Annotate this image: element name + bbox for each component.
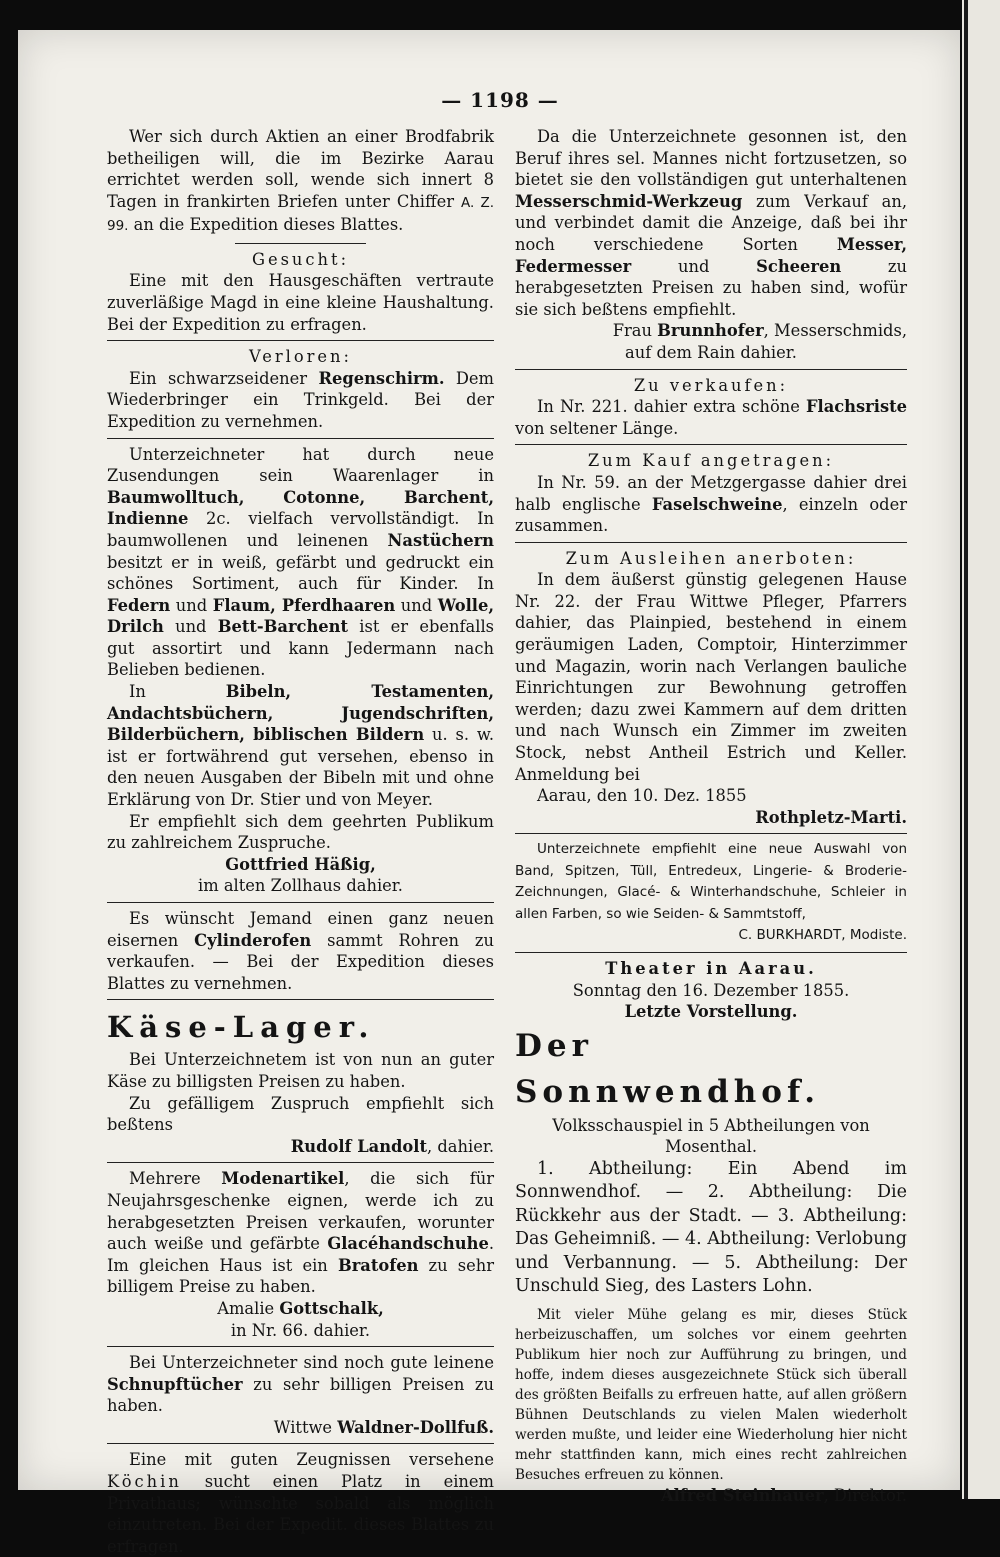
text-span: , einzeln oder zusammen.	[515, 494, 907, 536]
ad-modenartikel	[107, 1168, 494, 1341]
text-span: Da die Unterzeichnete gesonnen ist, den Beruf ihres sel. Mannes nicht fortzusetzen, so bietet sie den vollständigen gut unterhaltenen	[515, 127, 907, 190]
page-gutter-line	[964, 0, 968, 1499]
item-name: Messerschmid-Werkzeug	[515, 191, 743, 211]
signature-line	[515, 320, 907, 342]
text-span: zu sehr billigem Preise zu haben.	[107, 1255, 494, 1297]
text-span: zu herabgesetzten Preisen zu haben sind, wofür sie sich beßtens empfiehlt.	[515, 256, 907, 319]
ad-text: Mit vieler Mühe gelang es mir, dieses Stück herbeizuschaffen, um solches vor einem geehrten Publikum hier noch zur Aufführung zu bringen, und hoffe, indem dieses ausgezeichnete Stück sich überall des größten Beifalls zu erfreuen hatte, auf allen größern Bühnen Deutschlands zu vielen Malen wiederholt werden mußte, und leider eine Wiederholung hier nicht mehr stattfinden kann, mich eines recht zahlreichen Besuches erfreuen zu können.	[515, 1306, 907, 1483]
divider	[515, 952, 907, 953]
ad-cylinderofen	[107, 908, 494, 994]
text-span: , Direktor.	[823, 1485, 907, 1505]
signature: Alfred Steinhauer	[660, 1485, 824, 1505]
ad-heading: Gesucht:	[251, 249, 350, 269]
item-name: Modenartikel	[221, 1169, 345, 1189]
text-span: an die Expedition dieses Blattes.	[128, 215, 404, 235]
signature-line	[107, 1136, 494, 1158]
ad-date: Aarau, den 10. Dez. 1855	[537, 786, 747, 806]
signature: Gottfried Häßig,	[225, 854, 376, 874]
play-acts: 1. Abtheilung: Ein Abend im Sonnwendhof. — 2. Abtheilung: Die Rückkehr aus der Stadt. — 3. Abtheilung: Das Geheimniß. — 4. Abtheilung: Verlobung und Verbannung. — 5. Abtheilung: Der Unschuld Sieg, des Lasters Lohn.	[515, 1158, 907, 1297]
ad-messerschmid	[515, 126, 907, 364]
ad-text	[107, 444, 494, 682]
ad-text: In dem äußerst günstig gelegenen Hause Nr. 22. der Frau Wittwe Pfleger, Pfarrers dahier, das Plainpied, bestehend in einem geräumigen Laden, Comptoir, Hinterzimmer und Magazin, worin nach Verlangen bauliche Einrichtungen zur Bewohnung getroffen werden; dazu zwei Kammern auf dem dritten und nach Wunsch ein Zimmer im zweiten Stock, nebst Antheil Estrich und Keller. Anmeldung bei	[515, 570, 907, 784]
item-name: Cylinderofen	[194, 930, 312, 950]
ad-heading: Zum Kauf angetragen:	[587, 451, 835, 471]
divider	[235, 243, 367, 244]
item-name: Flaum, Pferdhaaren	[212, 595, 396, 615]
ad-title: Käse-Lager.	[107, 1010, 376, 1045]
ad-verloren	[107, 346, 494, 432]
address: im alten Zollhaus dahier.	[198, 876, 403, 896]
ad-kaese-lager	[107, 1005, 494, 1157]
text-span: In Nr. 221. dahier extra schöne	[537, 397, 806, 417]
ad-text	[107, 368, 494, 433]
ad-waarenlager	[107, 444, 494, 897]
ad-text: Er empfiehlt sich dem geehrten Publikum zu zahlreichem Zuspruche.	[107, 811, 494, 853]
ad-text	[107, 1449, 494, 1557]
text-span: Eine mit guten Zeugnissen versehene	[129, 1450, 494, 1470]
item-name: Federn	[107, 595, 171, 615]
item-name: Wolle, Drilch	[107, 595, 494, 637]
page-number: — 1198 —	[441, 88, 559, 112]
item-name: Schnupftücher	[107, 1374, 243, 1394]
signature: C. BURKHARDT, Modiste.	[738, 927, 907, 944]
signature: Rudolf Landolt	[290, 1136, 428, 1156]
item-name: Baumwolltuch, Cotonne, Barchent, Indienne	[107, 487, 494, 529]
ad-text: Eine mit den Hausgeschäften vertraute zuverläßige Magd in eine kleine Haushaltung. Bei der Expedition zu erfragen.	[107, 271, 494, 334]
ad-heading: Zum Ausleihen anerboten:	[565, 548, 857, 568]
item-name: Faselschweine	[651, 494, 783, 514]
ad-text: Zu gefälligem Zuspruch empfiehlt sich beßtens	[107, 1093, 494, 1135]
ad-text	[107, 1168, 494, 1298]
address: in Nr. 66. dahier.	[230, 1320, 371, 1340]
text-span: Mehrere	[129, 1169, 222, 1189]
text-span: sucht einen Platz in einem Privathaus; wünschte sobald als möglich einzutreten. Bei der Expedit. dieses Blattes zu erfragen.	[107, 1472, 494, 1556]
text-span: zu sehr billigen Preisen zu haben.	[107, 1374, 494, 1416]
text-span: Unterzeichneter hat durch neue Zusendungen sein Waarenlager in	[107, 444, 494, 486]
ad-zu-verkaufen	[515, 375, 907, 440]
ad-text	[107, 1352, 494, 1417]
theater-date: Sonntag den 16. Dezember 1855.	[572, 980, 850, 1000]
text-span: besitzt er in weiß, gefärbt und gedruckt ein schönes Sortiment, auch für Kinder. In	[107, 552, 494, 594]
text-span: , die sich für Neujahrsgeschenke eignen, werde ich zu herabgesetzten Preisen verkaufen, worunter auch weiße und gefärbte	[107, 1169, 494, 1254]
ad-kauf-angetragen	[515, 450, 907, 536]
ad-gesucht	[107, 249, 494, 335]
theater-heading: Theater in Aarau.	[605, 958, 817, 978]
ad-text	[515, 126, 907, 320]
ad-koechin	[107, 1449, 494, 1557]
item-name: Glacéhandschuhe	[327, 1234, 489, 1254]
ad-heading: Verloren:	[248, 347, 353, 367]
divider	[107, 999, 494, 1000]
divider	[515, 444, 907, 445]
ad-text: Bei Unterzeichnetem ist von nun an guter Käse zu billigsten Preisen zu haben.	[107, 1050, 494, 1091]
item-name: Nastüchern	[387, 530, 494, 550]
signature-line	[107, 1298, 494, 1320]
text-span: und	[170, 595, 213, 615]
ad-modiste	[515, 839, 907, 947]
ad-heading: Zu verkaufen:	[633, 375, 789, 395]
ad-text	[515, 472, 907, 537]
ad-brodfabrik	[107, 126, 494, 238]
item-name: Scheeren	[756, 256, 842, 276]
divider	[107, 438, 494, 439]
item-name: Flachsriste	[805, 397, 907, 417]
ad-ausleihen	[515, 548, 907, 829]
text-span: ist er ebenfalls gut assortirt und kann Jedermann nach Belieben bedienen.	[107, 617, 495, 680]
item-name: Messer, Federmesser	[515, 234, 907, 276]
ad-text	[515, 396, 907, 439]
signature-line	[107, 1417, 494, 1439]
signature: Gottschalk,	[279, 1298, 384, 1318]
text-span: , dahier.	[427, 1136, 494, 1156]
text-span: von seltener Länge.	[515, 418, 679, 438]
ad-theater	[515, 958, 907, 1507]
text-span: Frau	[612, 321, 658, 341]
item-name: Bibeln, Testamenten, Andachtsbüchern, Jugendschriften, Bilderbüchern, biblischen Bildern	[107, 682, 495, 745]
text-span: Bei Unterzeichneter sind noch gute leinene	[129, 1353, 494, 1373]
item-name: Bratofen	[337, 1255, 419, 1275]
right-column	[515, 126, 907, 1506]
text-span: Dem Wiederbringer ein Trinkgeld. Bei der Expedition zu vernehmen.	[107, 368, 494, 431]
text-span: In	[129, 682, 226, 702]
divider	[107, 902, 494, 903]
signature: Rothpletz-Marti.	[755, 807, 907, 827]
text-span: In Nr. 59. an der Metzgergasse dahier drei halb englische	[515, 472, 907, 514]
text-span: 2c. vielfach vervollständigt. In baumwollenen und leinenen	[107, 509, 494, 550]
ad-brodfabrik-text	[107, 126, 494, 238]
text-span: sammt Rohren zu verkaufen. — Bei der Expedition dieses Blattes zu vernehmen.	[107, 930, 494, 993]
ad-schnupftuecher	[107, 1352, 494, 1438]
text-span: und	[163, 617, 218, 637]
text-span: , Messerschmids,	[763, 321, 907, 341]
item-name: Bett-Barchent	[217, 617, 349, 637]
ad-text	[107, 908, 494, 994]
ad-text	[107, 681, 494, 811]
text-span: und	[631, 256, 757, 276]
ad-text: Unterzeichnete empfiehlt eine neue Auswahl von Band, Spitzen, Tüll, Entredeux, Lingerie- & Broderie-Zeichnungen, Glacé- & Winterhandschuhe, Schleier in allen Farben, so wie Seiden- & Sammtstoff,	[515, 841, 907, 922]
divider	[107, 1162, 494, 1163]
address: auf dem Rain dahier.	[625, 342, 797, 362]
divider	[515, 833, 907, 834]
text-span: Amalie	[217, 1298, 280, 1318]
cipher: A. Z. 99.	[107, 194, 495, 235]
theater-note: Letzte Vorstellung.	[624, 1002, 798, 1022]
text-span: u. s. w. ist er fortwährend gut versehen, ebenso in den neuen Ausgaben der Bibeln mit und ohne Erklärung von Dr. Stier und von Meyer.	[107, 725, 494, 810]
text-span: . Im gleichen Haus ist ein	[107, 1234, 494, 1275]
text-span: und	[395, 595, 438, 615]
divider	[107, 1346, 494, 1347]
item-name: Köchin	[107, 1472, 182, 1492]
text-span: Es wünscht Jemand einen ganz neuen eisernen	[107, 909, 494, 950]
divider	[515, 369, 907, 370]
divider	[107, 340, 494, 341]
text-span: Wittwe	[273, 1417, 338, 1437]
item-name: Regenschirm.	[318, 368, 445, 388]
divider	[515, 542, 907, 543]
signature: Brunnhofer	[657, 321, 764, 341]
text-span: Ein schwarzseidener	[129, 368, 319, 388]
signature-line	[515, 1485, 907, 1507]
play-title: Der Sonnwendhof.	[515, 1027, 821, 1110]
divider	[107, 1443, 494, 1444]
text-span: zum Verkauf an, und verbindet damit die Anzeige, daß bei ihr noch verschiedene Sorten	[515, 191, 907, 254]
left-column	[107, 126, 494, 1557]
signature: Waldner-Dollfuß.	[337, 1417, 494, 1437]
play-subtitle: Volksschauspiel in 5 Abtheilungen von Mosenthal.	[552, 1115, 870, 1157]
text-span: Wer sich durch Aktien an einer Brodfabrik betheiligen will, die im Bezirke Aarau errichtet werden soll, wende sich innert 8 Tagen in frankirten Briefen unter Chiffer	[107, 127, 494, 211]
